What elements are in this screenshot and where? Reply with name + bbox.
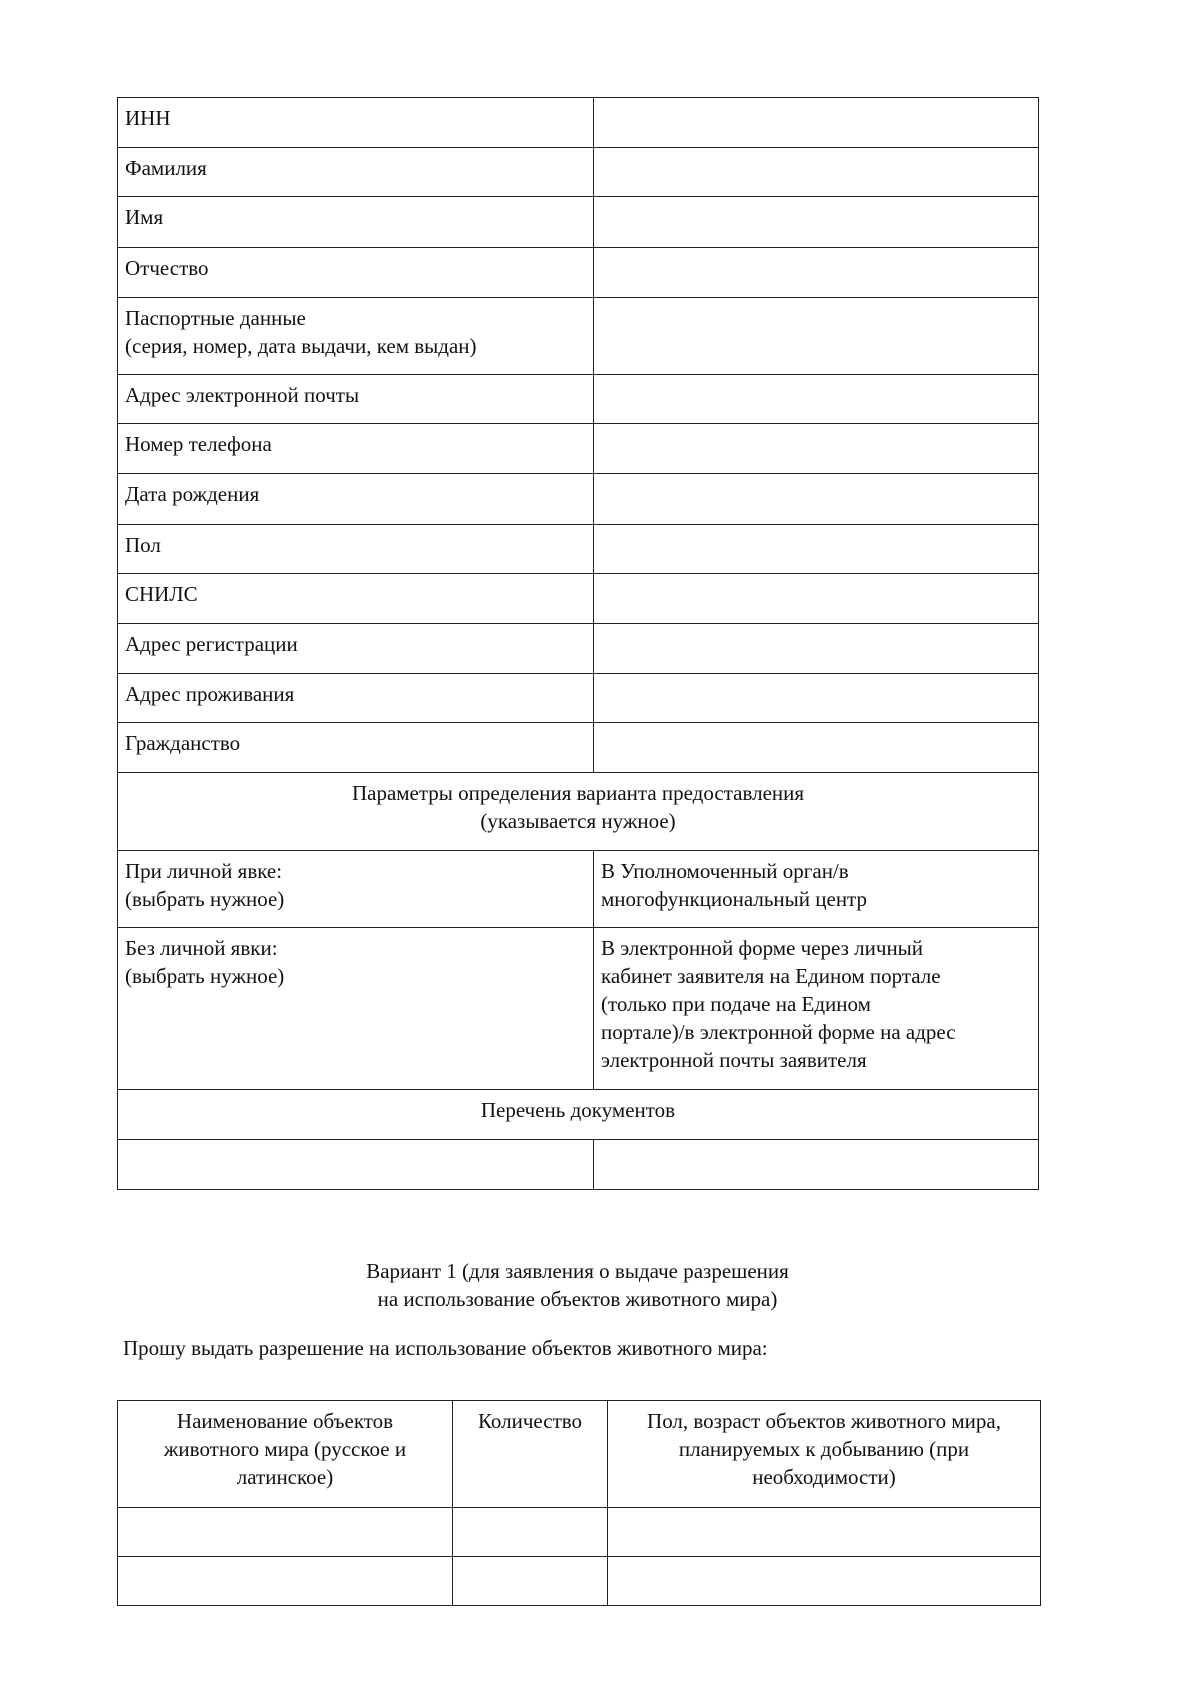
field-inn[interactable] [594,98,1039,148]
field-birthdate[interactable] [594,474,1039,525]
cell-quantity[interactable] [453,1557,608,1606]
remote-value-line: (только при подаче на Едином [601,992,871,1016]
header-line: Пол, возраст объектов животного мира, [647,1409,1001,1433]
field-citizenship[interactable] [594,723,1039,773]
applicant-data-table [117,97,1039,1190]
variant-title-line2: на использование объектов животного мира) [377,1287,778,1311]
label-residence-address: Адрес проживания [118,674,594,723]
personal-value-line2: многофункциональный центр [601,887,867,911]
cell-quantity[interactable] [453,1508,608,1557]
header-line: планируемых к добыванию (при [678,1437,970,1461]
header-line: Наименование объектов [176,1409,394,1433]
label-phone: Номер телефона [118,424,594,474]
field-residence-address[interactable] [594,674,1039,723]
field-registration-address[interactable] [594,624,1039,674]
remote-value-line: электронной почты заявителя [601,1048,867,1072]
label-name: Имя [118,197,594,248]
field-passport[interactable] [594,298,1039,375]
documents-header: Перечень документов [118,1090,1039,1140]
label-citizenship: Гражданство [118,723,594,773]
label-registration-address: Адрес регистрации [118,624,594,674]
params-header-line1: Параметры определения варианта предоставления [351,781,805,805]
personal-label-line2: (выбрать нужное) [125,887,285,911]
option-remote[interactable] [594,928,1039,1090]
cell-sex-age[interactable] [608,1557,1041,1606]
label-patronymic: Отчество [118,248,594,298]
variant-title-line1: Вариант 1 (для заявления о выдаче разрешения [366,1259,789,1283]
animal-objects-table [117,1400,1041,1606]
field-phone[interactable] [594,424,1039,474]
documents-cell-left[interactable] [118,1140,594,1190]
header-object-name [118,1401,453,1508]
label-personal-visit [118,851,594,928]
label-email: Адрес электронной почты [118,375,594,424]
documents-cell-right[interactable] [594,1140,1039,1190]
option-personal-visit[interactable] [594,851,1039,928]
label-surname: Фамилия [118,148,594,197]
cell-object-name[interactable] [118,1557,453,1606]
header-line: животного мира (русское и [163,1437,407,1461]
field-snils[interactable] [594,574,1039,624]
cell-object-name[interactable] [118,1508,453,1557]
label-passport [118,298,594,375]
params-header-line2: (указывается нужное) [480,809,676,833]
personal-value-line1: В Уполномоченный орган/в [601,859,849,883]
field-email[interactable] [594,375,1039,424]
remote-value-line: портале)/в электронной форме на адрес [601,1020,956,1044]
label-birthdate: Дата рождения [118,474,594,525]
header-quantity: Количество [453,1401,608,1508]
personal-label-line1: При личной явке: [125,859,283,883]
label-sex: Пол [118,525,594,574]
remote-value-line: кабинет заявителя на Едином портале [601,964,941,988]
label-remote [118,928,594,1090]
header-sex-age [608,1401,1041,1508]
remote-label-line2: (выбрать нужное) [125,964,285,988]
remote-value-line: В электронной форме через личный [601,936,924,960]
label-inn: ИНН [118,98,594,148]
header-line: необходимости) [752,1465,896,1489]
cell-sex-age[interactable] [608,1508,1041,1557]
label-snils: СНИЛС [118,574,594,624]
remote-label-line1: Без личной явки: [125,936,278,960]
field-surname[interactable] [594,148,1039,197]
field-name[interactable] [594,197,1039,248]
field-sex[interactable] [594,525,1039,574]
label-passport-line1: Паспортные данные [125,306,306,330]
request-text: Прошу выдать разрешение на использование объектов животного мира: [123,1336,768,1360]
field-patronymic[interactable] [594,248,1039,298]
header-line: латинское) [236,1465,334,1489]
label-passport-line2: (серия, номер, дата выдачи, кем выдан) [125,334,477,358]
params-header [118,773,1039,851]
